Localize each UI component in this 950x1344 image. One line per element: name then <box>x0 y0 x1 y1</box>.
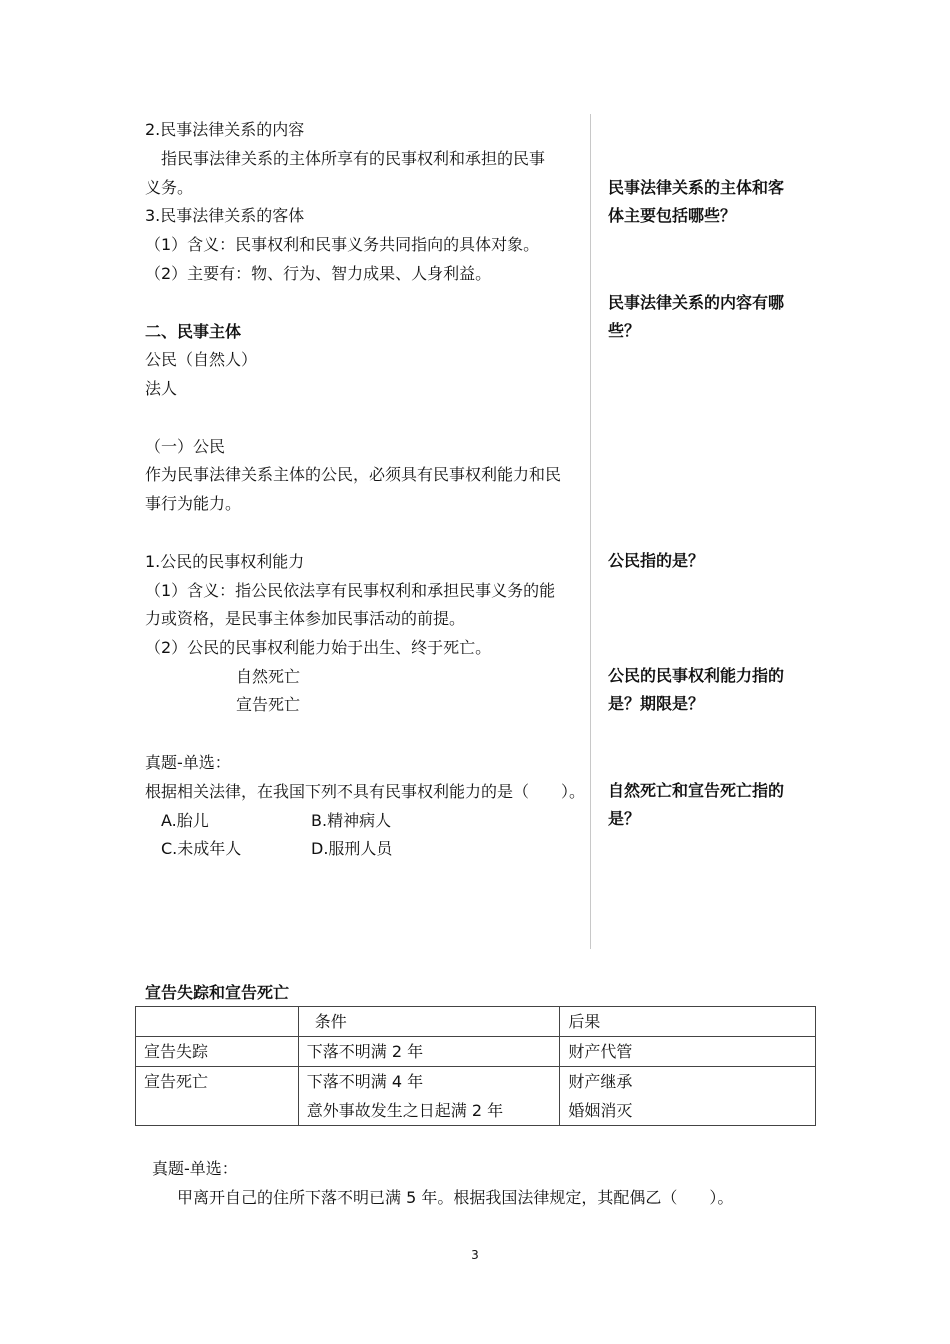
table-cell-result-line-2: 婚姻消灭 <box>568 1101 633 1120</box>
page-number: 3 <box>471 1248 479 1262</box>
table-header-row <box>136 1007 816 1037</box>
table-cell-result: 财产代管 <box>560 1037 816 1067</box>
section-object-item-2: （2）主要有：物、行为、智力成果、人身利益。 <box>145 264 492 283</box>
exam-label: 真题-单选： <box>145 753 231 772</box>
sidebar-question-5 <box>608 777 803 833</box>
option-b: B.精神病人 <box>311 811 392 830</box>
section-content-title: 2.民事法律关系的内容 <box>145 120 305 139</box>
section-content-text-1: 指民事法律关系的主体所享有的民事权利和承担的民事 <box>161 149 546 168</box>
exam-question: 根据相关法律，在我国下列不具有民事权利能力的是（ ）。 <box>145 782 586 801</box>
sidebar-question-1-line-2: 体主要包括哪些？ <box>608 206 737 225</box>
capacity-item-2: （2）公民的民事权利能力始于出生、终于死亡。 <box>145 638 492 657</box>
sidebar-question-5-line-2: 是？ <box>608 809 641 828</box>
option-a: A.胎儿 <box>161 811 209 830</box>
table-cell-condition <box>298 1067 560 1126</box>
bottom-exam-question: 甲离开自己的住所下落不明已满 5 年。根据我国法律规定，其配偶乙（ ）。 <box>177 1188 734 1207</box>
table-title: 宣告失踪和宣告死亡 <box>145 983 290 1002</box>
declared-death: 宣告死亡 <box>236 695 301 714</box>
section-object-item-1: （1）含义：民事权利和民事义务共同指向的具体对象。 <box>145 235 540 254</box>
column-divider <box>590 114 591 949</box>
table-cell-condition: 下落不明满 2 年 <box>298 1037 560 1067</box>
table-header-result: 后果 <box>560 1007 816 1037</box>
citizen-text-2: 事行为能力。 <box>145 494 242 513</box>
table-cell-label: 宣告失踪 <box>136 1037 299 1067</box>
table-cell-label: 宣告死亡 <box>136 1067 299 1126</box>
citizen-text-1: 作为民事法律关系主体的公民，必须具有民事权利能力和民 <box>145 465 562 484</box>
sidebar-question-2-line-1: 民事法律关系的内容有哪 <box>608 293 785 312</box>
sidebar-question-5-line-1: 自然死亡和宣告死亡指的 <box>608 781 785 800</box>
section-content-text-2: 义务。 <box>145 178 194 197</box>
natural-death: 自然死亡 <box>236 667 301 686</box>
subject-citizen: 公民（自然人） <box>145 350 258 369</box>
table-row <box>136 1067 816 1126</box>
sidebar-question-4-line-2: 是？期限是？ <box>608 694 705 713</box>
table-row <box>136 1037 816 1067</box>
sidebar-question-2-line-2: 些？ <box>608 321 641 340</box>
subject-legal-person: 法人 <box>145 379 178 398</box>
section-object-title: 3.民事法律关系的客体 <box>145 206 305 225</box>
civil-subject-heading: 二、民事主体 <box>145 322 242 341</box>
capacity-title: 1.公民的民事权利能力 <box>145 552 305 571</box>
table-cell-condition-line-1: 下落不明满 4 年 <box>306 1072 424 1091</box>
bottom-exam-label: 真题-单选： <box>152 1159 238 1178</box>
capacity-item-1b: 力或资格，是民事主体参加民事活动的前提。 <box>145 609 466 628</box>
citizen-heading: （一）公民 <box>145 437 226 456</box>
sidebar-question-4-line-1: 公民的民事权利能力指的 <box>608 666 785 685</box>
table-header-condition: 条件 <box>298 1007 560 1037</box>
sidebar-question-4 <box>608 662 803 718</box>
sidebar-question-1-line-1: 民事法律关系的主体和客 <box>608 178 785 197</box>
table-header-empty <box>136 1007 299 1037</box>
sidebar-question-3-line-1: 公民指的是？ <box>608 551 705 570</box>
sidebar-question-1 <box>608 174 803 230</box>
option-c: C.未成年人 <box>161 839 242 858</box>
sidebar-question-2 <box>608 289 803 345</box>
capacity-item-1a: （1）含义：指公民依法享有民事权利和承担民事义务的能 <box>145 581 556 600</box>
table-cell-result-line-1: 财产继承 <box>568 1072 633 1091</box>
disappearance-death-table <box>135 1006 816 1126</box>
table-cell-condition-line-2: 意外事故发生之日起满 2 年 <box>306 1101 504 1120</box>
option-d: D.服刑人员 <box>311 839 393 858</box>
sidebar-question-3 <box>608 547 803 575</box>
table-cell-result <box>560 1067 816 1126</box>
